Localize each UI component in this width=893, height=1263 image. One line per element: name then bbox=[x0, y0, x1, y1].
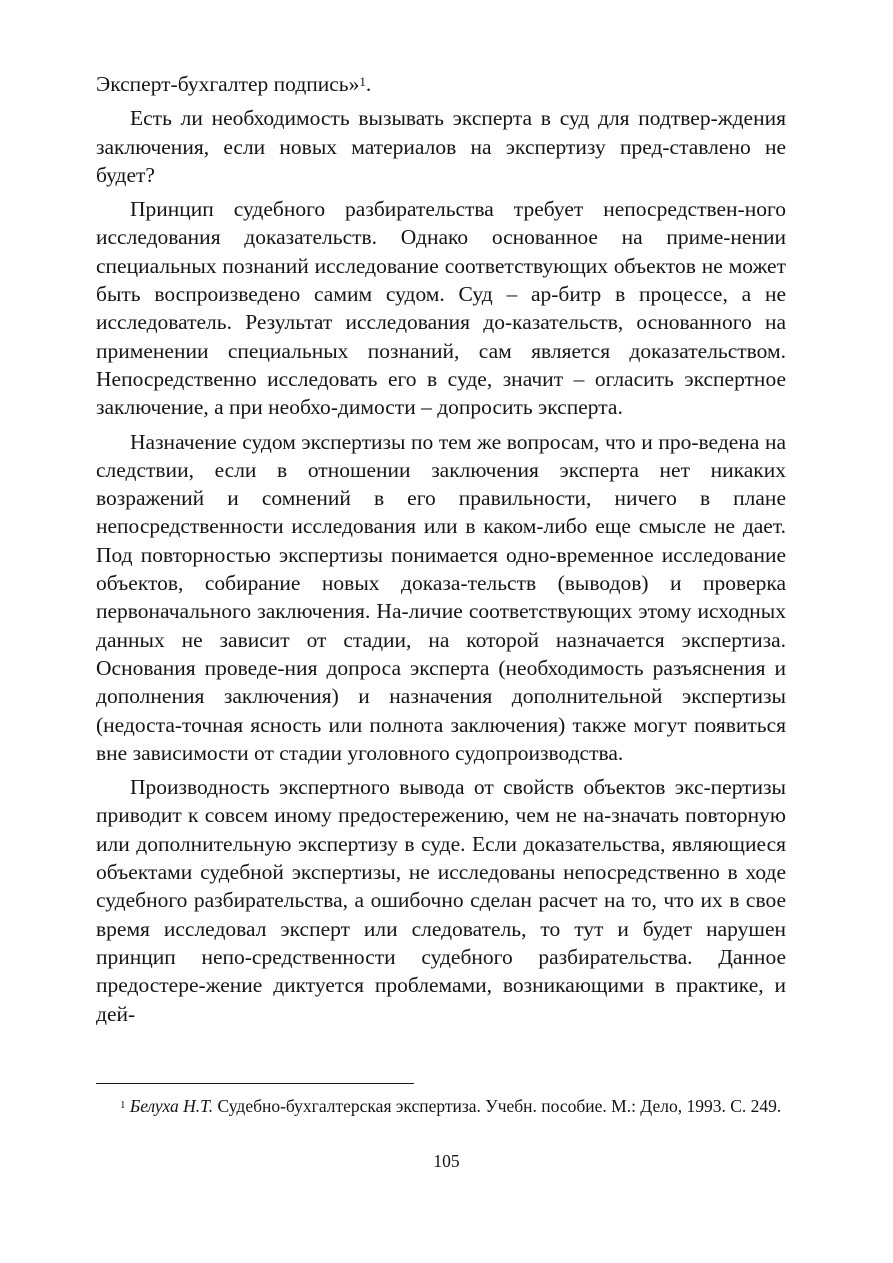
footnote-text: Судебно-бухгалтерская экспертиза. Учебн. пособие. М.: Дело, 1993. С. 249. bbox=[213, 1096, 782, 1116]
paragraph-3: Назначение судом экспертизы по тем же вопросам, что и про-ведена на следствии, если в отношении заключения эксперта нет никаких возражений и сомнений в его правильности, ничего в плане непосредственности исследования или в каком-либо еще смысле не дает. Под повторностью экспертизы понимается одно-временное исследование объектов, собирание новых доказа-тельств (выводов) и проверка первоначального заключения. На-личие соответствующих этому исходных данных не зависит от стадии, на которой назначается экспертиза. Основания проведе-ния допроса эксперта (необходимость разъяснения и дополнения заключения) и назначения дополнительной экспертизы (недоста-точная ясность или полнота заключения) также могут появиться вне зависимости от стадии уголовного судопроизводства. bbox=[96, 429, 786, 765]
lead-line-end: . bbox=[365, 72, 372, 96]
lead-line-text: Эксперт-бухгалтер подпись» bbox=[96, 72, 360, 96]
footnote-reference: 1 bbox=[359, 74, 366, 89]
page-number: 105 bbox=[433, 1151, 460, 1171]
paragraph-2: Принцип судебного разбирательства требует непосредствен-ного исследования доказательств. Однако основанное на приме-нении специальных познаний исследование соответствующих объектов не может быть воспроизведено самим судом. Суд – ар-битр в процессе, а не исследователь. Результат исследования до-казательств, основанного на применении специальных познаний, сам является доказательством. Непосредственно исследовать его в суде, значит – огласить экспертное заключение, а при необхо-димости – допросить эксперта. bbox=[96, 197, 786, 420]
paragraph-4: Производность экспертного вывода от свойств объектов экс-пертизы приводит к совсем иному предостережению, чем не на-значать повторную или дополнительную экспертизу в суде. Если доказательства, являющиеся объектами судебной экспертизы, не исследованы непосредственно в ходе судебного разбирательства, а ошибочно сделан расчет на то, что их в свое время исследовал эксперт или следователь, то тут и будет нарушен принцип непо-средственности судебного разбирательства. Данное предостере-жение диктуется проблемами, возникающими в практике, и дей- bbox=[96, 775, 786, 1026]
lead-line bbox=[96, 70, 786, 98]
footnote bbox=[96, 1094, 786, 1119]
footnote-author: Белуха Н.Т. bbox=[129, 1096, 214, 1116]
footnote-marker: 1 bbox=[120, 1099, 126, 1111]
footnote-divider bbox=[96, 1083, 414, 1084]
paragraph-1: Есть ли необходимость вызывать эксперта в суд для подтвер-ждения заключения, если новых материалов на экспертизу пред-ставлено не будет? bbox=[96, 106, 786, 187]
page-body bbox=[96, 70, 786, 1028]
